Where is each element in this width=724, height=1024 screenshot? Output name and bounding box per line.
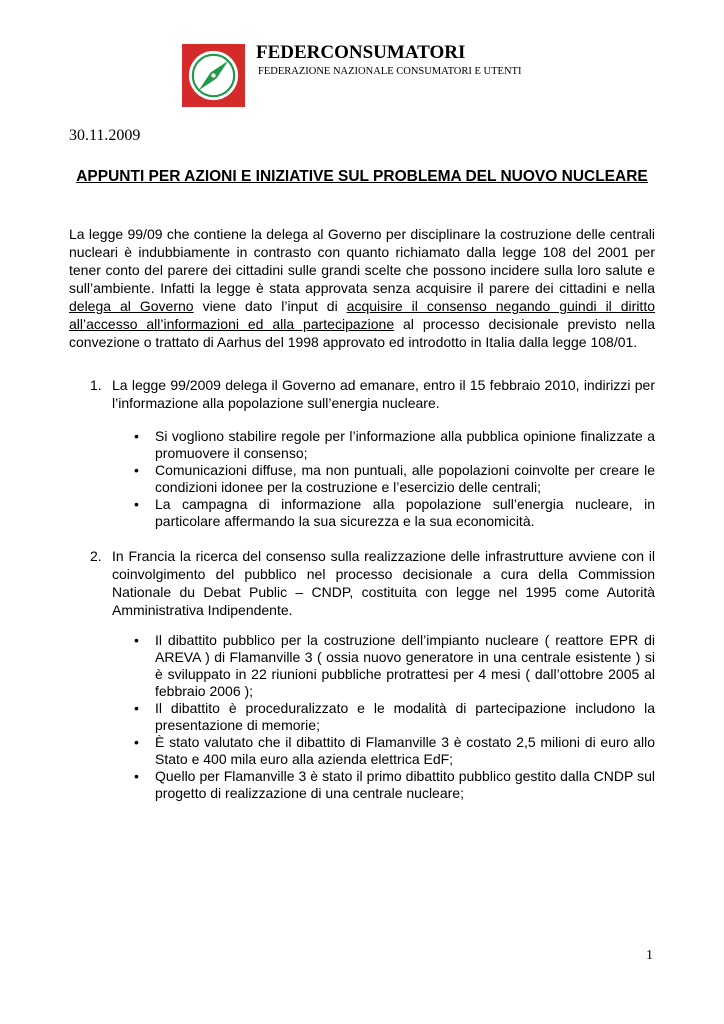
intro-text-3: al processo decisionale previsto nella convezione o trattato di Aarhus del 1998 approvato ed introdotto in Italia dalla legge 108/01. (69, 316, 655, 350)
list-item (133, 768, 655, 802)
list-item-text: Il dibattito è proceduralizzato e le modalità di partecipazione includono la presentazione di memorie; (155, 700, 655, 733)
organization-subtitle: FEDERAZIONE NAZIONALE CONSUMATORI E UTENTI (258, 66, 522, 77)
intro-paragraph (69, 225, 655, 351)
intro-text-2: viene dato l’input di (193, 298, 347, 314)
numbered-item-1 (90, 376, 655, 412)
list-item (133, 462, 655, 496)
document-date: 30.11.2009 (69, 127, 141, 144)
list-item-text: Comunicazioni diffuse, ma non puntuali, alle popolazioni coinvolte per creare le condizioni idonee per la costruzione e l’esercizio delle centrali; (155, 462, 655, 495)
document-title (69, 167, 655, 186)
item-text: La legge 99/2009 delega il Governo ad emanare, entro il 15 febbraio 2010, indirizzi per l’informazione alla popolazione sull’energia nucleare. (112, 377, 655, 411)
list-item (133, 734, 655, 768)
list-item (133, 700, 655, 734)
intro-text-1: La legge 99/09 che contiene la delega al Governo per disciplinare la costruzione delle centrali nucleari è indubbiamente in contrasto con quanto richiamato dalla legge 108 del 2001 per tener conto del parere dei cittadini sulle grandi scelte che possono incidere sulla loro salute e sull’ambiente. Infatti la legge è stata approvata senza acquisire il parere dei cittadini e nella (69, 226, 655, 296)
bullet-icon: • (134, 734, 139, 750)
intro-underline-2: acquisire il consenso negando guindi il diritto all’accesso all’informazioni ed alla partecipazione (69, 298, 656, 332)
list-item-text: Si vogliono stabilire regole per l’informazione alla pubblica opinione finalizzate a promuovere il consenso; (155, 428, 655, 461)
list-item-text: Quello per Flamanville 3 è stato il primo dibattito pubblico gestito dalla CNDP sul progetto di realizzazione di una centrale nucleare; (155, 768, 655, 801)
list-item-text: Il dibattito pubblico per la costruzione dell’impianto nucleare ( reattore EPR di AREVA ) di Flamanville 3 ( ossia nuovo generatore in una centrale esistente ) si è sviluppato in 22 riunioni pubbliche protrattesi per 4 mesi ( dall’ottobre 2005 al febbraio 2006 ); (155, 632, 655, 699)
bullet-icon: • (134, 632, 139, 648)
bullet-icon: • (134, 462, 139, 478)
bullet-list-1 (133, 428, 655, 530)
bullet-icon: • (134, 496, 139, 512)
federconsumatori-logo (182, 44, 245, 107)
list-item-text: La campagna di informazione alla popolazione sull’energia nucleare, in particolare affermando la sua sicurezza e la sua economicità. (155, 496, 655, 529)
list-item (133, 632, 655, 700)
bullet-icon: • (134, 428, 139, 444)
bullet-icon: • (134, 768, 139, 784)
item-number: 1. (90, 377, 102, 393)
bullet-icon: • (134, 700, 139, 716)
intro-underline-1: delega al Governo (69, 298, 194, 314)
document-title-text: APPUNTI PER AZIONI E INIZIATIVE SUL PROBLEMA DEL NUOVO NUCLEARE (76, 168, 648, 185)
page-number: 1 (646, 948, 653, 963)
item-text: In Francia la ricerca del consenso sulla realizzazione delle infrastrutture avviene con il coinvolgimento del pubblico nel processo decisionale a cura della Commission Nationale du Debat Public – CNDP, costituita con legge nel 1995 come Autorità Amministrativa Indipendente. (112, 548, 655, 618)
bullet-list-2 (133, 632, 655, 802)
organization-name: FEDERCONSUMATORI (256, 42, 466, 63)
numbered-item-2 (90, 547, 655, 619)
list-item (133, 428, 655, 462)
list-item (133, 496, 655, 530)
item-number: 2. (90, 548, 102, 564)
list-item-text: È stato valutato che il dibattito di Flamanville 3 è costato 2,5 milioni di euro allo Stato e 400 mila euro alla azienda elettrica EdF; (155, 734, 655, 767)
